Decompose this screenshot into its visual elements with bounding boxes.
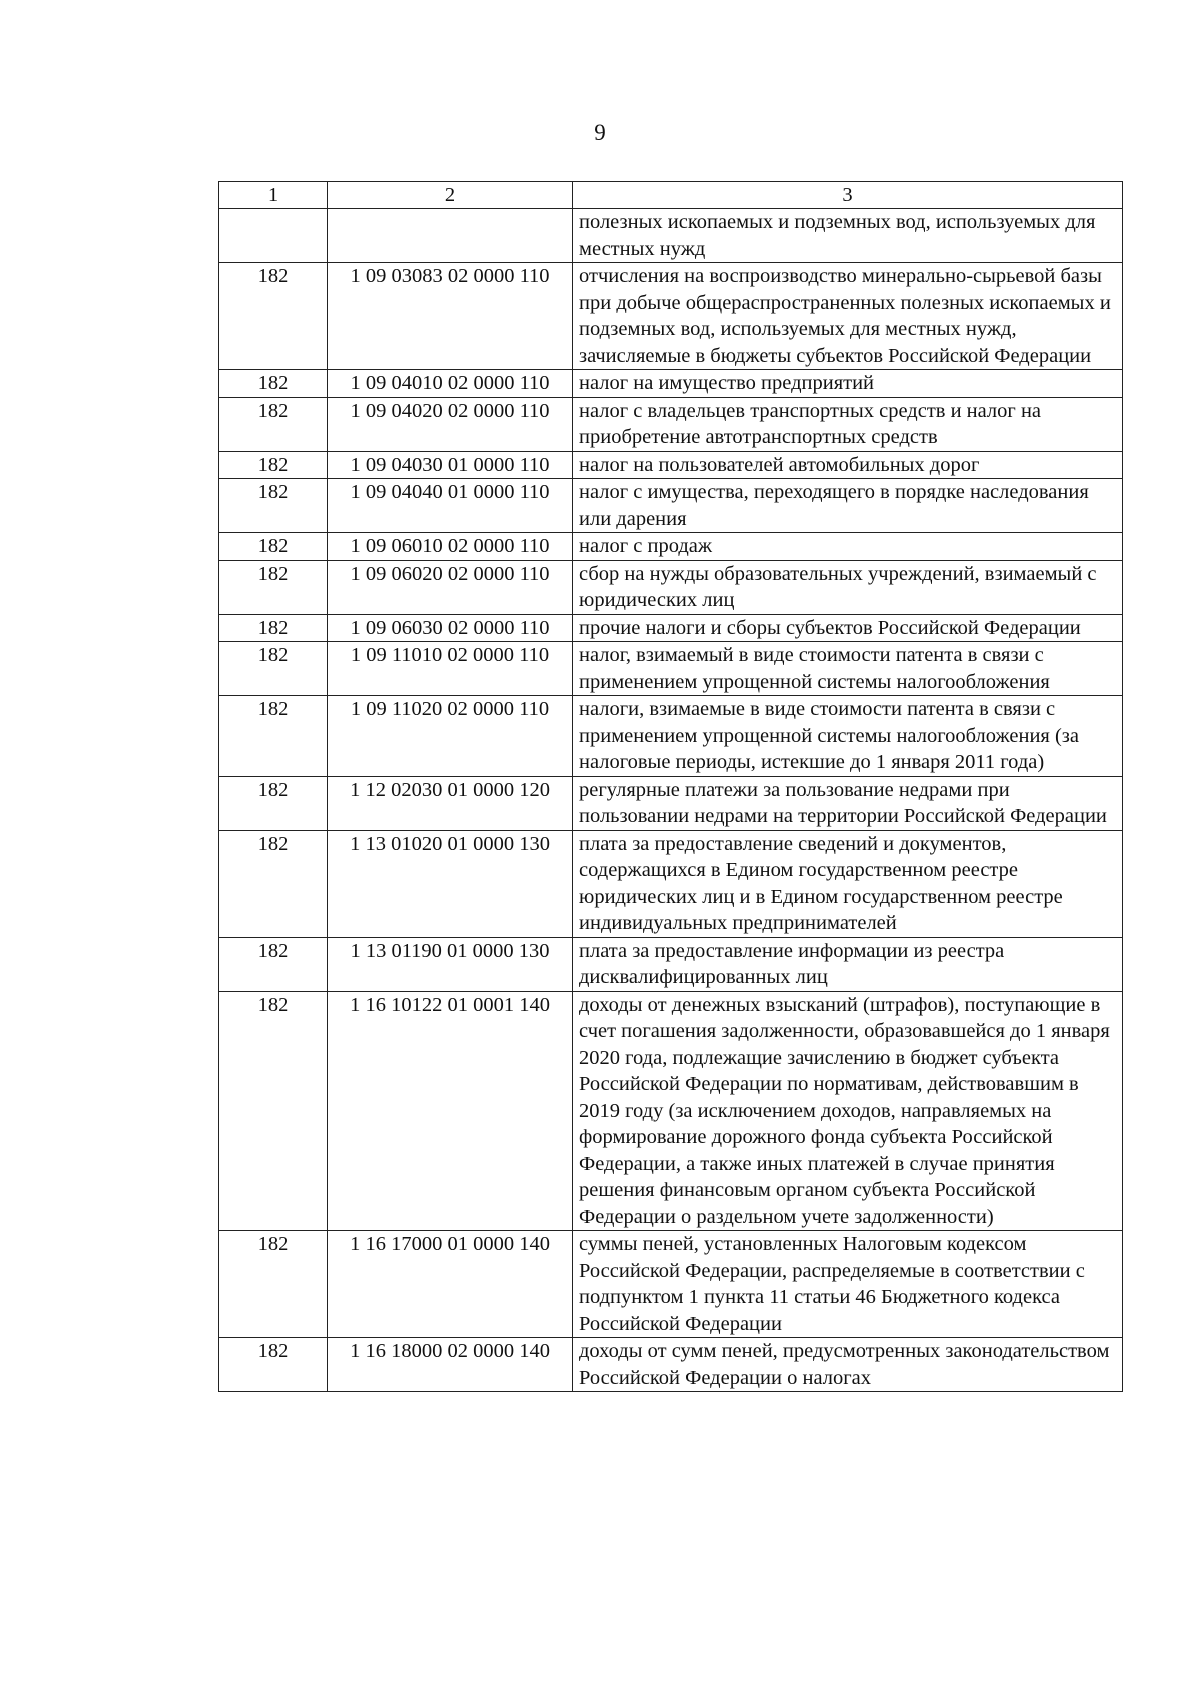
revenue-name-cell: сбор на нужды образовательных учреждений, взимаемый с юридических лиц	[573, 560, 1123, 614]
column-header-admin: 1	[219, 182, 328, 209]
table-row	[219, 533, 1123, 561]
admin-code-cell: 182	[219, 560, 328, 614]
revenue-code-cell: 1 09 04010 02 0000 110	[328, 370, 573, 398]
admin-code-cell: 182	[219, 1231, 328, 1338]
table-row	[219, 1338, 1123, 1392]
revenue-code-cell: 1 09 11010 02 0000 110	[328, 642, 573, 696]
admin-code-cell: 182	[219, 479, 328, 533]
revenue-code-cell: 1 09 04020 02 0000 110	[328, 397, 573, 451]
revenue-name-cell: прочие налоги и сборы субъектов Российской Федерации	[573, 614, 1123, 642]
admin-code-cell: 182	[219, 937, 328, 991]
revenue-name-cell: налог с владельцев транспортных средств и налог на приобретение автотранспортных средств	[573, 397, 1123, 451]
revenue-code-cell: 1 16 17000 01 0000 140	[328, 1231, 573, 1338]
admin-code-cell: 182	[219, 397, 328, 451]
revenue-code-cell: 1 09 11020 02 0000 110	[328, 696, 573, 777]
table-row	[219, 776, 1123, 830]
table-row	[219, 937, 1123, 991]
table-header-row	[219, 182, 1123, 209]
revenue-code-cell: 1 13 01190 01 0000 130	[328, 937, 573, 991]
table-row	[219, 830, 1123, 937]
revenue-codes-table	[218, 181, 1123, 1392]
revenue-code-cell: 1 16 18000 02 0000 140	[328, 1338, 573, 1392]
table-row	[219, 696, 1123, 777]
revenue-name-cell: суммы пеней, установленных Налоговым кодексом Российской Федерации, распределяемые в соответствии с подпунктом 1 пункта 11 статьи 46 Бюджетного кодекса Российской Федерации	[573, 1231, 1123, 1338]
admin-code-cell: 182	[219, 830, 328, 937]
admin-code-cell: 182	[219, 776, 328, 830]
revenue-name-cell: отчисления на воспроизводство минерально-сырьевой базы при добыче общераспространенных полезных ископаемых и подземных вод, используемых для местных нужд, зачисляемые в бюджеты субъектов Российской Федерации	[573, 263, 1123, 370]
page-number: 9	[594, 120, 606, 145]
table-row	[219, 614, 1123, 642]
revenue-code-cell: 1 09 04030 01 0000 110	[328, 451, 573, 479]
table-row	[219, 642, 1123, 696]
revenue-code-cell: 1 09 06030 02 0000 110	[328, 614, 573, 642]
revenue-name-cell: плата за предоставление сведений и документов, содержащихся в Едином государственном реестре юридических лиц и в Едином государственном реестре индивидуальных предпринимателей	[573, 830, 1123, 937]
table-row	[219, 479, 1123, 533]
revenue-code-cell: 1 13 01020 01 0000 130	[328, 830, 573, 937]
admin-code-cell: 182	[219, 370, 328, 398]
table-row	[219, 397, 1123, 451]
admin-code-cell: 182	[219, 1338, 328, 1392]
admin-code-cell: 182	[219, 696, 328, 777]
admin-code-cell	[219, 209, 328, 263]
admin-code-cell: 182	[219, 451, 328, 479]
revenue-code-cell: 1 09 06010 02 0000 110	[328, 533, 573, 561]
admin-code-cell: 182	[219, 991, 328, 1231]
revenue-name-cell: налог, взимаемый в виде стоимости патента в связи с применением упрощенной системы налогообложения	[573, 642, 1123, 696]
column-header-name: 3	[573, 182, 1123, 209]
revenue-name-cell: налоги, взимаемые в виде стоимости патента в связи с применением упрощенной системы налогообложения (за налоговые периоды, истекшие до 1 января 2011 года)	[573, 696, 1123, 777]
revenue-name-cell: доходы от денежных взысканий (штрафов), поступающие в счет погашения задолженности, образовавшейся до 1 января 2020 года, подлежащие зачислению в бюджет субъекта Российской Федерации по нормативам, действовавшим в 2019 году (за исключением доходов, направляемых на формирование дорожного фонда субъекта Российской Федерации, а также иных платежей в случае принятия решения финансовым органом субъекта Российской Федерации о раздельном учете задолженности)	[573, 991, 1123, 1231]
table-row	[219, 1231, 1123, 1338]
revenue-code-cell: 1 09 06020 02 0000 110	[328, 560, 573, 614]
admin-code-cell: 182	[219, 614, 328, 642]
table-row	[219, 451, 1123, 479]
revenue-name-cell: регулярные платежи за пользование недрами при пользовании недрами на территории Российской Федерации	[573, 776, 1123, 830]
column-header-code: 2	[328, 182, 573, 209]
revenue-code-cell: 1 09 04040 01 0000 110	[328, 479, 573, 533]
admin-code-cell: 182	[219, 642, 328, 696]
revenue-name-cell: налог с имущества, переходящего в порядке наследования или дарения	[573, 479, 1123, 533]
table-row	[219, 263, 1123, 370]
revenue-name-cell: плата за предоставление информации из реестра дисквалифицированных лиц	[573, 937, 1123, 991]
admin-code-cell: 182	[219, 533, 328, 561]
revenue-name-cell: доходы от сумм пеней, предусмотренных законодательством Российской Федерации о налогах	[573, 1338, 1123, 1392]
admin-code-cell: 182	[219, 263, 328, 370]
table-row	[219, 370, 1123, 398]
revenue-name-cell: налог на пользователей автомобильных дорог	[573, 451, 1123, 479]
revenue-code-cell: 1 09 03083 02 0000 110	[328, 263, 573, 370]
revenue-name-cell: полезных ископаемых и подземных вод, используемых для местных нужд	[573, 209, 1123, 263]
revenue-name-cell: налог на имущество предприятий	[573, 370, 1123, 398]
revenue-name-cell: налог с продаж	[573, 533, 1123, 561]
revenue-code-cell	[328, 209, 573, 263]
table-row	[219, 991, 1123, 1231]
revenue-code-cell: 1 16 10122 01 0001 140	[328, 991, 573, 1231]
table-row	[219, 209, 1123, 263]
revenue-code-cell: 1 12 02030 01 0000 120	[328, 776, 573, 830]
table-row	[219, 560, 1123, 614]
